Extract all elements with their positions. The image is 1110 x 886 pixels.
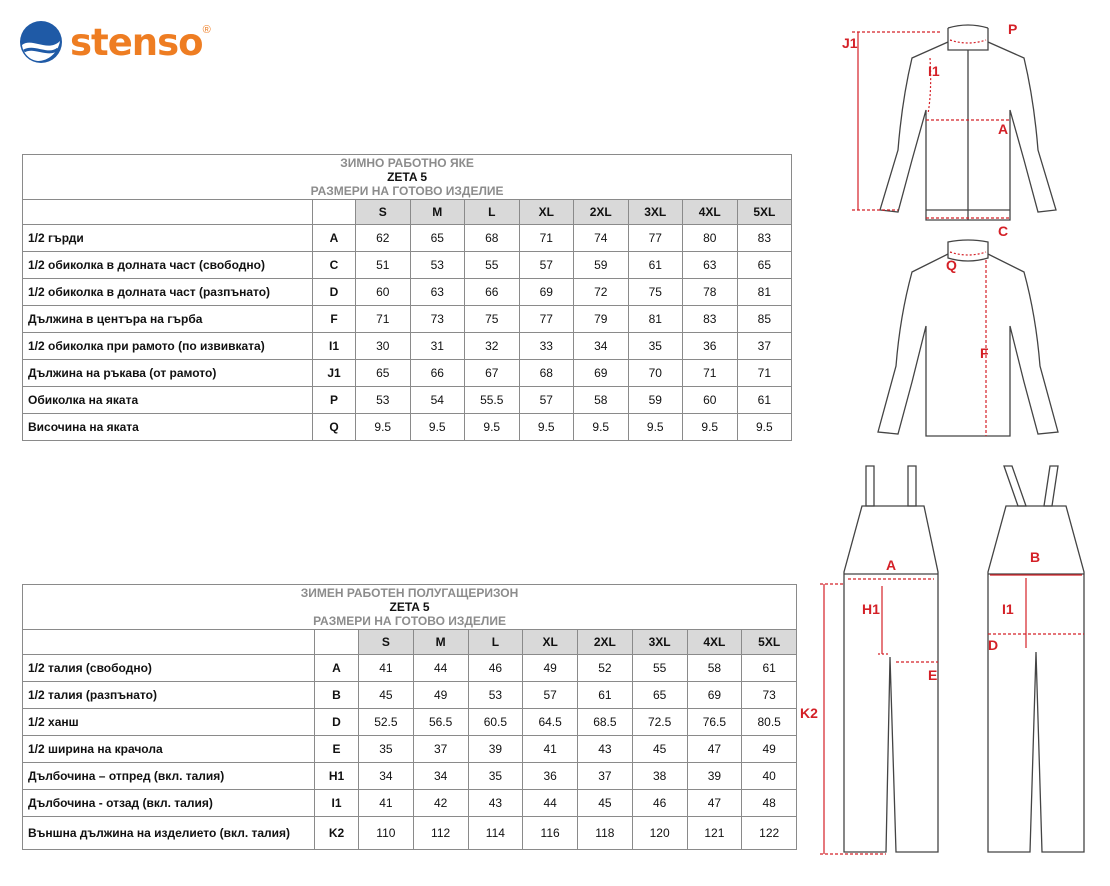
overalls-table-title: ЗИМЕН РАБОТЕН ПОЛУГАЩЕРИЗОН ZETA 5 РАЗМЕРИ НА ГОТОВО ИЗДЕЛИЕ	[23, 585, 797, 630]
row-label: 1/2 ханш	[23, 709, 315, 736]
size-value: 79	[574, 306, 629, 333]
size-value: 71	[683, 360, 738, 387]
table-row	[23, 682, 797, 709]
size-value: 63	[683, 252, 738, 279]
table-row	[23, 360, 792, 387]
size-value: 62	[356, 225, 411, 252]
overalls-front-diagram	[800, 462, 960, 862]
size-value: 69	[687, 682, 742, 709]
size-value: 57	[523, 682, 578, 709]
size-value: 34	[359, 763, 414, 790]
size-header-m: M	[413, 630, 468, 655]
size-value: 35	[359, 736, 414, 763]
size-value: 39	[468, 736, 523, 763]
size-value: 57	[519, 252, 574, 279]
measurement-code: Q	[313, 414, 356, 441]
label-i1: I1	[1002, 601, 1014, 617]
size-value: 66	[410, 360, 465, 387]
measurement-code: P	[313, 387, 356, 414]
size-value: 83	[683, 306, 738, 333]
size-value: 34	[574, 333, 629, 360]
size-value: 55	[465, 252, 520, 279]
table-row	[23, 790, 797, 817]
brand-logo	[18, 20, 211, 64]
size-value: 72.5	[632, 709, 687, 736]
size-value: 46	[632, 790, 687, 817]
row-label: 1/2 гърди	[23, 225, 313, 252]
size-value: 61	[742, 655, 797, 682]
table-row	[23, 817, 797, 850]
size-value: 69	[574, 360, 629, 387]
size-value: 53	[468, 682, 523, 709]
measurement-code: J1	[313, 360, 356, 387]
size-value: 74	[574, 225, 629, 252]
label-f: F	[980, 345, 989, 361]
size-value: 9.5	[628, 414, 683, 441]
size-value: 9.5	[737, 414, 792, 441]
size-value: 37	[737, 333, 792, 360]
brand-registered-mark: ®	[202, 24, 211, 36]
label-p: P	[1008, 21, 1018, 37]
size-value: 112	[413, 817, 468, 850]
row-label: Дълбочина - отзад (вкл. талия)	[23, 790, 315, 817]
size-value: 45	[578, 790, 633, 817]
size-value: 37	[413, 736, 468, 763]
table-row	[23, 655, 797, 682]
size-value: 75	[628, 279, 683, 306]
label-b: B	[1030, 549, 1041, 565]
label-a: A	[886, 557, 897, 573]
measurement-code: B	[315, 682, 359, 709]
label-h1: H1	[862, 601, 880, 617]
size-value: 81	[737, 279, 792, 306]
size-value: 41	[359, 790, 414, 817]
label-q: Q	[946, 257, 957, 273]
size-value: 68	[465, 225, 520, 252]
size-value: 41	[523, 736, 578, 763]
size-value: 60.5	[468, 709, 523, 736]
overalls-size-table	[22, 584, 797, 850]
size-value: 60	[356, 279, 411, 306]
size-value: 60	[683, 387, 738, 414]
measurement-code: C	[313, 252, 356, 279]
size-value: 120	[632, 817, 687, 850]
size-value: 34	[413, 763, 468, 790]
measurement-code: D	[315, 709, 359, 736]
size-value: 56.5	[413, 709, 468, 736]
size-header-2xl: 2XL	[574, 200, 629, 225]
size-value: 65	[356, 360, 411, 387]
size-value: 55.5	[465, 387, 520, 414]
size-value: 35	[468, 763, 523, 790]
size-value: 73	[742, 682, 797, 709]
measurement-code: E	[315, 736, 359, 763]
table-row	[23, 709, 797, 736]
size-header-xl: XL	[519, 200, 574, 225]
row-label: Външна дължина на изделието (вкл. талия)	[23, 817, 315, 850]
label-i1: I1	[928, 63, 940, 79]
size-header-2xl: 2XL	[578, 630, 633, 655]
size-value: 71	[737, 360, 792, 387]
size-value: 9.5	[410, 414, 465, 441]
table-row	[23, 736, 797, 763]
table-row	[23, 306, 792, 333]
size-value: 78	[683, 279, 738, 306]
size-value: 44	[413, 655, 468, 682]
size-value: 49	[523, 655, 578, 682]
size-value: 9.5	[465, 414, 520, 441]
size-value: 49	[413, 682, 468, 709]
label-j1: J1	[842, 35, 858, 51]
table-row	[23, 763, 797, 790]
size-value: 61	[628, 252, 683, 279]
size-value: 85	[737, 306, 792, 333]
size-value: 116	[523, 817, 578, 850]
size-value: 38	[632, 763, 687, 790]
size-value: 81	[628, 306, 683, 333]
jacket-table-title: ЗИМНО РАБОТНО ЯКЕ ZETA 5 РАЗМЕРИ НА ГОТОВО ИЗДЕЛИЕ	[23, 155, 792, 200]
stenso-globe-icon	[18, 19, 64, 65]
table-row	[23, 225, 792, 252]
size-value: 61	[578, 682, 633, 709]
size-value: 37	[578, 763, 633, 790]
table-row	[23, 414, 792, 441]
size-value: 42	[413, 790, 468, 817]
size-value: 58	[687, 655, 742, 682]
size-value: 43	[468, 790, 523, 817]
size-value: 71	[356, 306, 411, 333]
size-value: 110	[359, 817, 414, 850]
size-value: 64.5	[523, 709, 578, 736]
row-label: 1/2 обиколка в долната част (разпънато)	[23, 279, 313, 306]
size-value: 39	[687, 763, 742, 790]
label-c: C	[998, 223, 1009, 239]
size-value: 51	[356, 252, 411, 279]
size-value: 61	[737, 387, 792, 414]
row-label: 1/2 обиколка в долната част (свободно)	[23, 252, 313, 279]
size-value: 31	[410, 333, 465, 360]
size-header-5xl: 5XL	[737, 200, 792, 225]
size-value: 55	[632, 655, 687, 682]
measurement-code: A	[315, 655, 359, 682]
size-header-row	[23, 200, 792, 225]
size-value: 75	[465, 306, 520, 333]
measurement-code: K2	[315, 817, 359, 850]
measurement-code: I1	[313, 333, 356, 360]
label-k2: K2	[800, 705, 818, 721]
brand-name: stenso	[70, 20, 203, 64]
jacket-front-diagram	[840, 10, 1100, 240]
size-value: 45	[359, 682, 414, 709]
size-header-l: L	[465, 200, 520, 225]
row-label: 1/2 ширина на крачола	[23, 736, 315, 763]
size-value: 54	[410, 387, 465, 414]
size-value: 45	[632, 736, 687, 763]
size-value: 57	[519, 387, 574, 414]
size-value: 33	[519, 333, 574, 360]
size-value: 76.5	[687, 709, 742, 736]
size-header-xl: XL	[523, 630, 578, 655]
size-header-4xl: 4XL	[687, 630, 742, 655]
size-value: 70	[628, 360, 683, 387]
size-value: 36	[523, 763, 578, 790]
size-value: 40	[742, 763, 797, 790]
measurement-code: I1	[315, 790, 359, 817]
size-value: 80	[683, 225, 738, 252]
size-value: 73	[410, 306, 465, 333]
size-value: 80.5	[742, 709, 797, 736]
size-value: 58	[574, 387, 629, 414]
size-value: 47	[687, 736, 742, 763]
label-a: A	[998, 121, 1009, 137]
size-value: 9.5	[356, 414, 411, 441]
size-value: 53	[356, 387, 411, 414]
table-row	[23, 279, 792, 306]
size-value: 65	[737, 252, 792, 279]
size-value: 118	[578, 817, 633, 850]
size-value: 68.5	[578, 709, 633, 736]
size-value: 77	[628, 225, 683, 252]
size-value: 114	[468, 817, 523, 850]
size-header-5xl: 5XL	[742, 630, 797, 655]
size-value: 9.5	[519, 414, 574, 441]
table-row	[23, 333, 792, 360]
size-header-3xl: 3XL	[632, 630, 687, 655]
row-label: Обиколка на яката	[23, 387, 313, 414]
row-label: Дължина на ръкава (от рамото)	[23, 360, 313, 387]
size-value: 44	[523, 790, 578, 817]
size-value: 65	[632, 682, 687, 709]
size-value: 43	[578, 736, 633, 763]
size-value: 46	[468, 655, 523, 682]
size-value: 69	[519, 279, 574, 306]
size-value: 59	[628, 387, 683, 414]
measurement-code: F	[313, 306, 356, 333]
size-value: 59	[574, 252, 629, 279]
size-value: 48	[742, 790, 797, 817]
size-value: 52.5	[359, 709, 414, 736]
size-header-row	[23, 630, 797, 655]
size-value: 32	[465, 333, 520, 360]
size-value: 52	[578, 655, 633, 682]
size-value: 66	[465, 279, 520, 306]
row-label: 1/2 талия (свободно)	[23, 655, 315, 682]
size-value: 65	[410, 225, 465, 252]
size-value: 122	[742, 817, 797, 850]
size-header-l: L	[468, 630, 523, 655]
label-d: D	[988, 637, 999, 653]
size-value: 47	[687, 790, 742, 817]
row-label: Дължина в центъра на гърба	[23, 306, 313, 333]
size-value: 30	[356, 333, 411, 360]
size-value: 121	[687, 817, 742, 850]
size-value: 36	[683, 333, 738, 360]
size-header-m: M	[410, 200, 465, 225]
size-value: 9.5	[683, 414, 738, 441]
size-value: 71	[519, 225, 574, 252]
size-header-s: S	[356, 200, 411, 225]
table-row	[23, 252, 792, 279]
table-row	[23, 387, 792, 414]
size-header-4xl: 4XL	[683, 200, 738, 225]
overalls-back-diagram	[960, 462, 1110, 862]
row-label: Височина на яката	[23, 414, 313, 441]
size-header-s: S	[359, 630, 414, 655]
size-value: 49	[742, 736, 797, 763]
size-value: 35	[628, 333, 683, 360]
measurement-code: D	[313, 279, 356, 306]
size-header-3xl: 3XL	[628, 200, 683, 225]
label-e: E	[928, 667, 938, 683]
size-value: 77	[519, 306, 574, 333]
measurement-code: H1	[315, 763, 359, 790]
size-value: 63	[410, 279, 465, 306]
size-value: 67	[465, 360, 520, 387]
size-value: 83	[737, 225, 792, 252]
row-label: 1/2 обиколка при рамото (по извивката)	[23, 333, 313, 360]
jacket-back-diagram	[840, 236, 1100, 446]
size-value: 41	[359, 655, 414, 682]
size-value: 9.5	[574, 414, 629, 441]
size-value: 53	[410, 252, 465, 279]
size-value: 72	[574, 279, 629, 306]
jacket-size-table	[22, 154, 792, 441]
row-label: Дълбочина – отпред (вкл. талия)	[23, 763, 315, 790]
measurement-code: A	[313, 225, 356, 252]
size-value: 68	[519, 360, 574, 387]
row-label: 1/2 талия (разпънато)	[23, 682, 315, 709]
